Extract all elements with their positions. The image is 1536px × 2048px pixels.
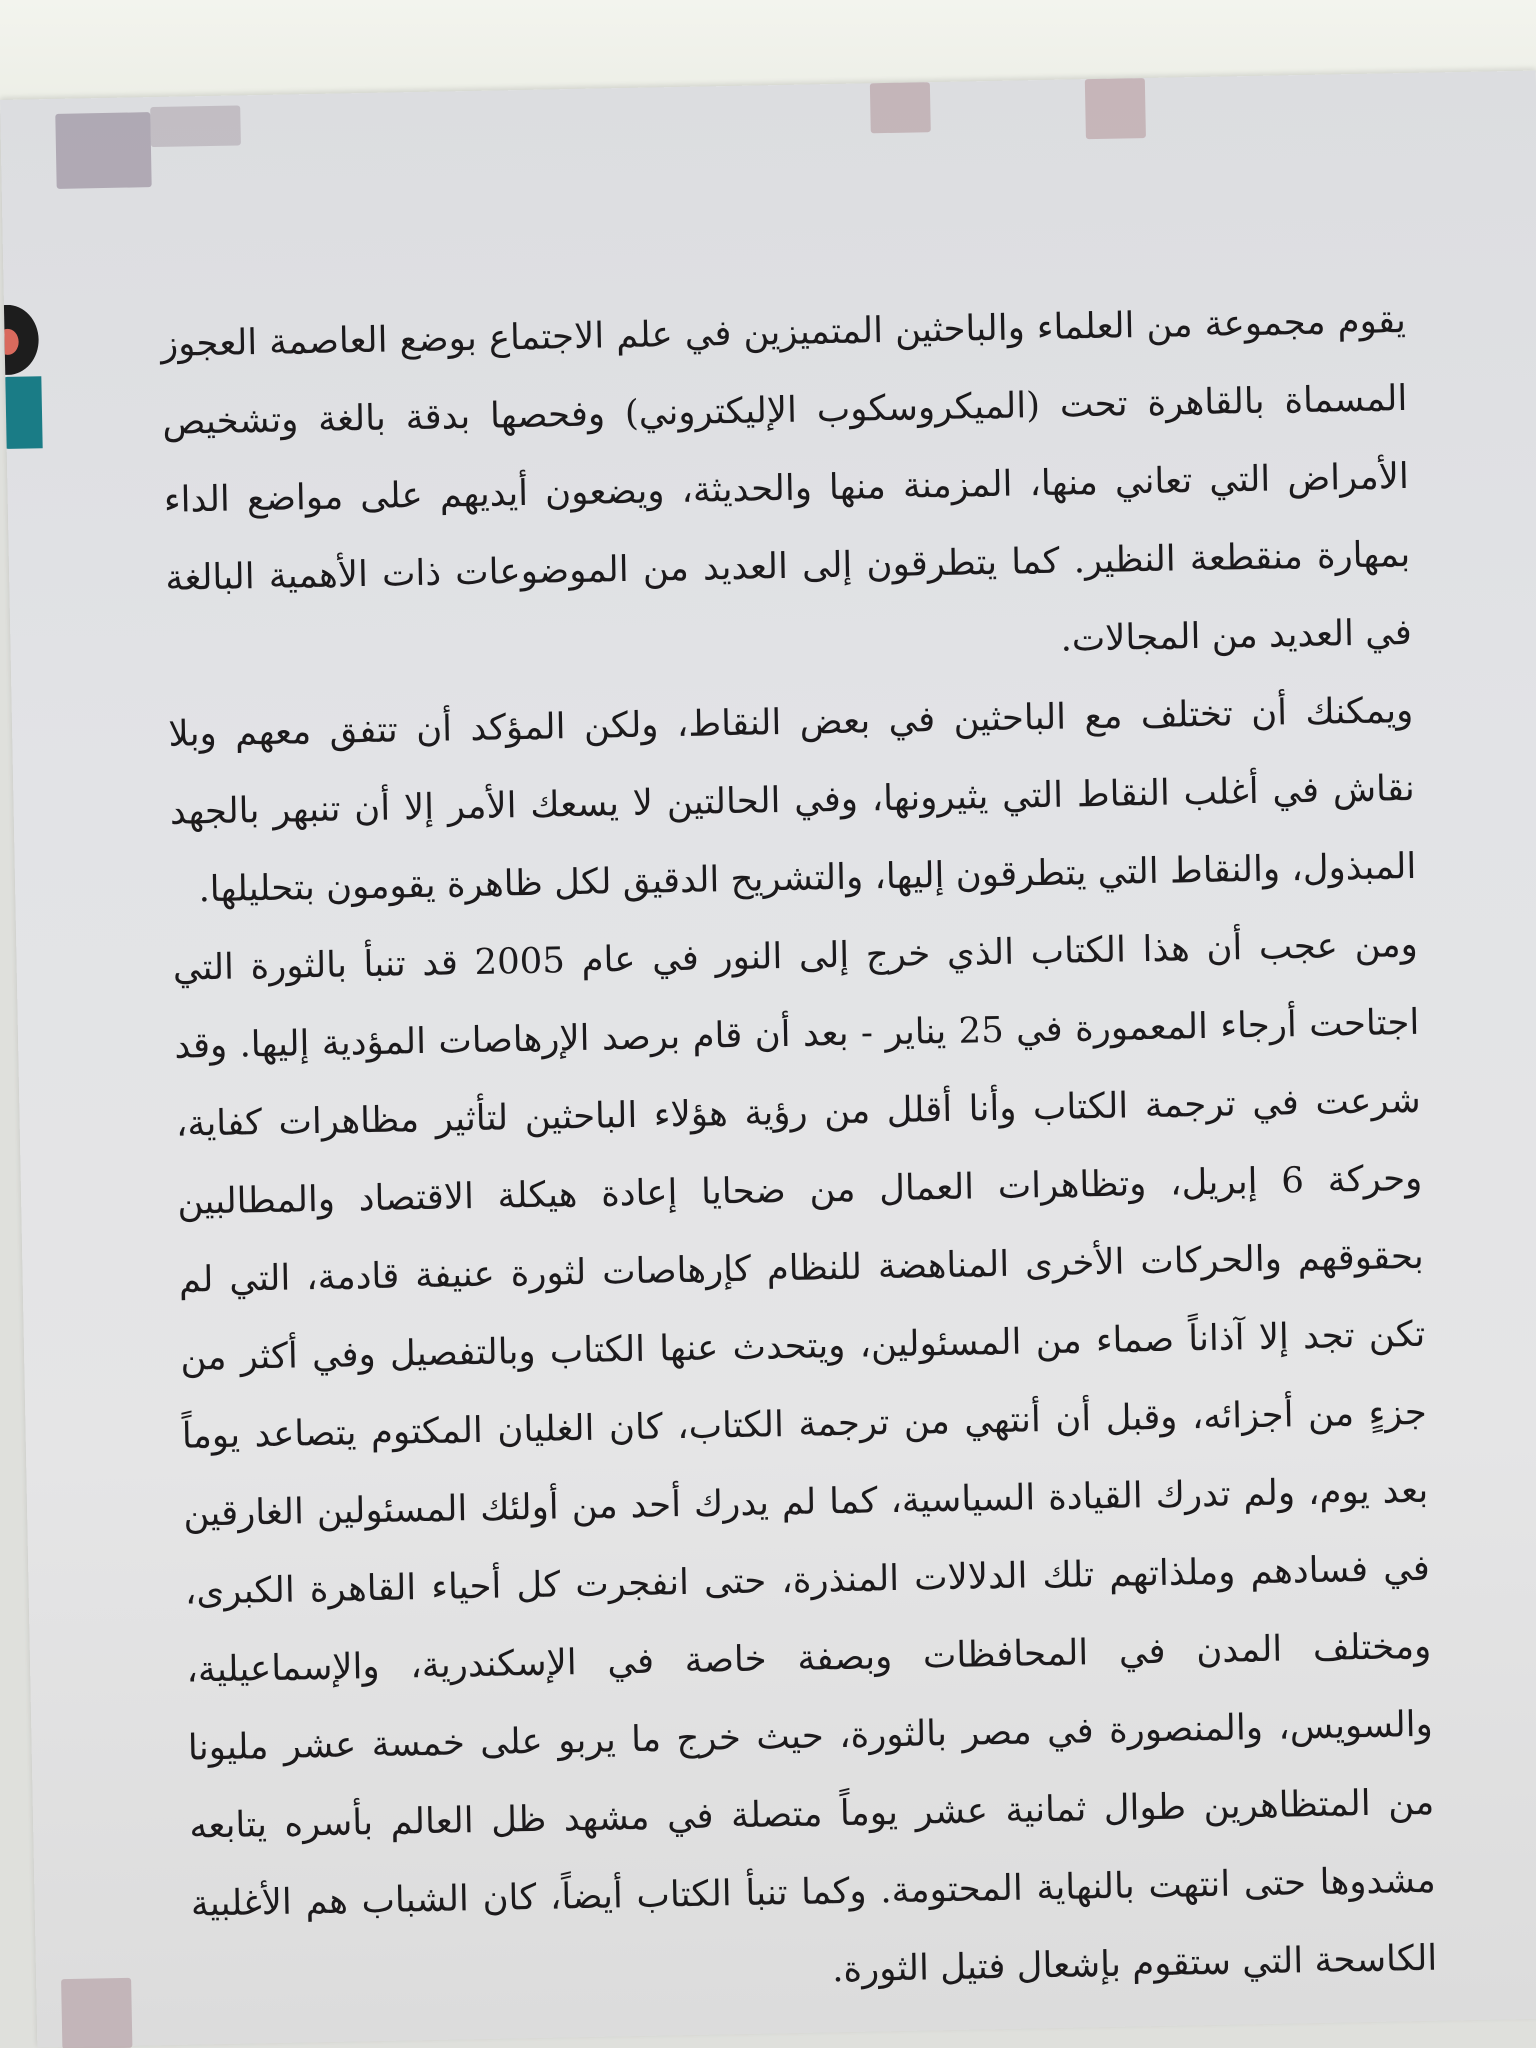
paragraph: ويمكنك أن تختلف مع الباحثين في بعض النقاط، ولكن المؤكد أن تتفق معهم وبلا نقاش في أغلب النقاط التي يثيرونها، وفي الحالتين لا يسعك الأمر إلا أن تنبهر بالجهد المبذول، والنقاط التي يتطرقون إليها، والتشريح الدقيق لكل ظاهرة يقومون بتحليلها. [168,689,1417,911]
cover-stain [150,105,241,147]
cover-stain [61,1978,132,2048]
cover-stain [1085,78,1146,139]
paragraph: ومن عجب أن هذا الكتاب الذي خرج إلى النور في عام 2005 قد تنبأ بالثورة التي اجتاحت أرجاء المعمورة في 25 يناير - بعد أن قام برصد الإرهاصات المؤدية إليها. وقد شرعت في ترجمة الكتاب وأنا أقلل من رؤية هؤلاء الباحثين لتأثير مظاهرات كفاية، وحركة 6 إبريل، وتظاهرات العمال من ضحايا إعادة هيكلة الاقتصاد والمطالبين بحقوقهم والحركات الأخرى المناهضة للنظام كإرهاصات لثورة عنيفة قادمة، التي لم تكن تجد إلا آذاناً صماء من المسئولين، ويتحدث عنها الكتاب وبالتفصيل وفي أكثر من جزءٍ من أجزائه، وقبل أن أنتهي من ترجمة الكتاب، كان الغليان المكتوم يتصاعد يوماً بعد يوم، ولم تدرك القيادة السياسية، كما لم يدرك أحد من أولئك المسئولين الغارقين في فسادهم وملذاتهم تلك الدلالات المنذرة، حتى انفجرت كل أحياء القاهرة الكبرى، ومختلف المدن في المحافظات وبصفة خاصة في الإسكندرية، والإسماعيلية، والسويس، والمنصورة في مصر بالثورة، حيث خرج ما يربو على خمسة عشر مليونا من المتظاهرين طوال ثمانية عشر يوماً متصلة في مشهد ظل العالم بأسره يتابعه مشدوها حتى انتهت بالنهاية المحتومة. وكما تنبأ الكتاب أيضاً، كان الشباب هم الأغلبية الكاسحة التي ستقوم بإشعال فتيل الثورة. [172,923,1438,1991]
back-cover-text [160,282,1438,2022]
publisher-logo-icon [4,304,45,455]
paragraph: يقوم مجموعة من العلماء والباحثين المتميزين في علم الاجتماع بوضع العاصمة العجوز المسماة بالقاهرة تحت (الميكروسكوب الإليكتروني) وفحصها بدقة بالغة وتشخيص الأمراض التي تعاني منها، المزمنة منها والحديثة، ويضعون أيديهم على مواضع الداء بمهارة منقطعة النظير. كما يتطرقون إلى العديد من الموضوعات ذات الأهمية البالغة في العديد من المجالات. [160,299,1413,660]
cover-stain [55,112,151,189]
cover-stain [870,82,931,133]
